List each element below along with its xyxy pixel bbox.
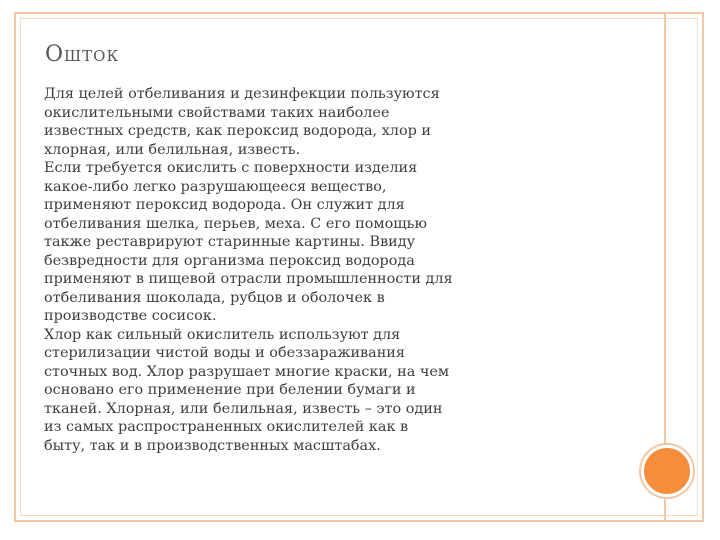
text-line: из самых распространенных окислителей как в — [44, 419, 409, 435]
text-line: производстве сосисок. — [44, 308, 217, 324]
text-line: стерилизации чистой воды и обеззараживания — [44, 345, 405, 361]
text-line: отбеливания шелка, перьев, меха. С его помощью — [44, 215, 428, 232]
text-line: известных средств, как пероксид водорода, хлор и — [44, 123, 431, 139]
text-line: отбеливания шоколада, рубцов и оболочек в — [44, 289, 385, 306]
text-line: Для целей отбеливания и дезинфекции пользуются — [44, 86, 440, 102]
text-line: Хлор как сильный окислитель используют для — [44, 326, 401, 343]
text-line: быту, так и в производственных масштабах. — [44, 437, 381, 454]
text-line: также реставрируют старинные картины. Ввиду — [44, 234, 416, 250]
paragraph — [26, 85, 626, 159]
text-line: применяют в пищевой отрасли промышленности для — [44, 271, 453, 287]
paragraph — [26, 159, 626, 326]
text-line: хлорная, или белильная, известь. — [44, 141, 301, 158]
text-line: Если требуется окислить с поверхности изделия — [44, 160, 418, 176]
paragraph — [26, 326, 626, 456]
text-line: безвредности для организма пероксид водорода — [44, 252, 415, 269]
text-line: применяют пероксид водорода. Он служит для — [44, 197, 405, 213]
text-line: какое-либо легко разрушающееся вещество, — [44, 178, 387, 195]
text-line: сточных вод. Хлор разрушает многие краски, на чем — [44, 363, 450, 380]
text-line: окислительными свойствами таких наиболее — [44, 104, 390, 121]
text-line: основано его применение при белении бумаги и — [44, 382, 416, 398]
decorative-dot — [641, 445, 693, 497]
text-line: тканей. Хлорная, или белильная, известь – это один — [44, 400, 443, 417]
slide-title: Ошток — [45, 42, 120, 67]
slide-body — [26, 85, 626, 455]
